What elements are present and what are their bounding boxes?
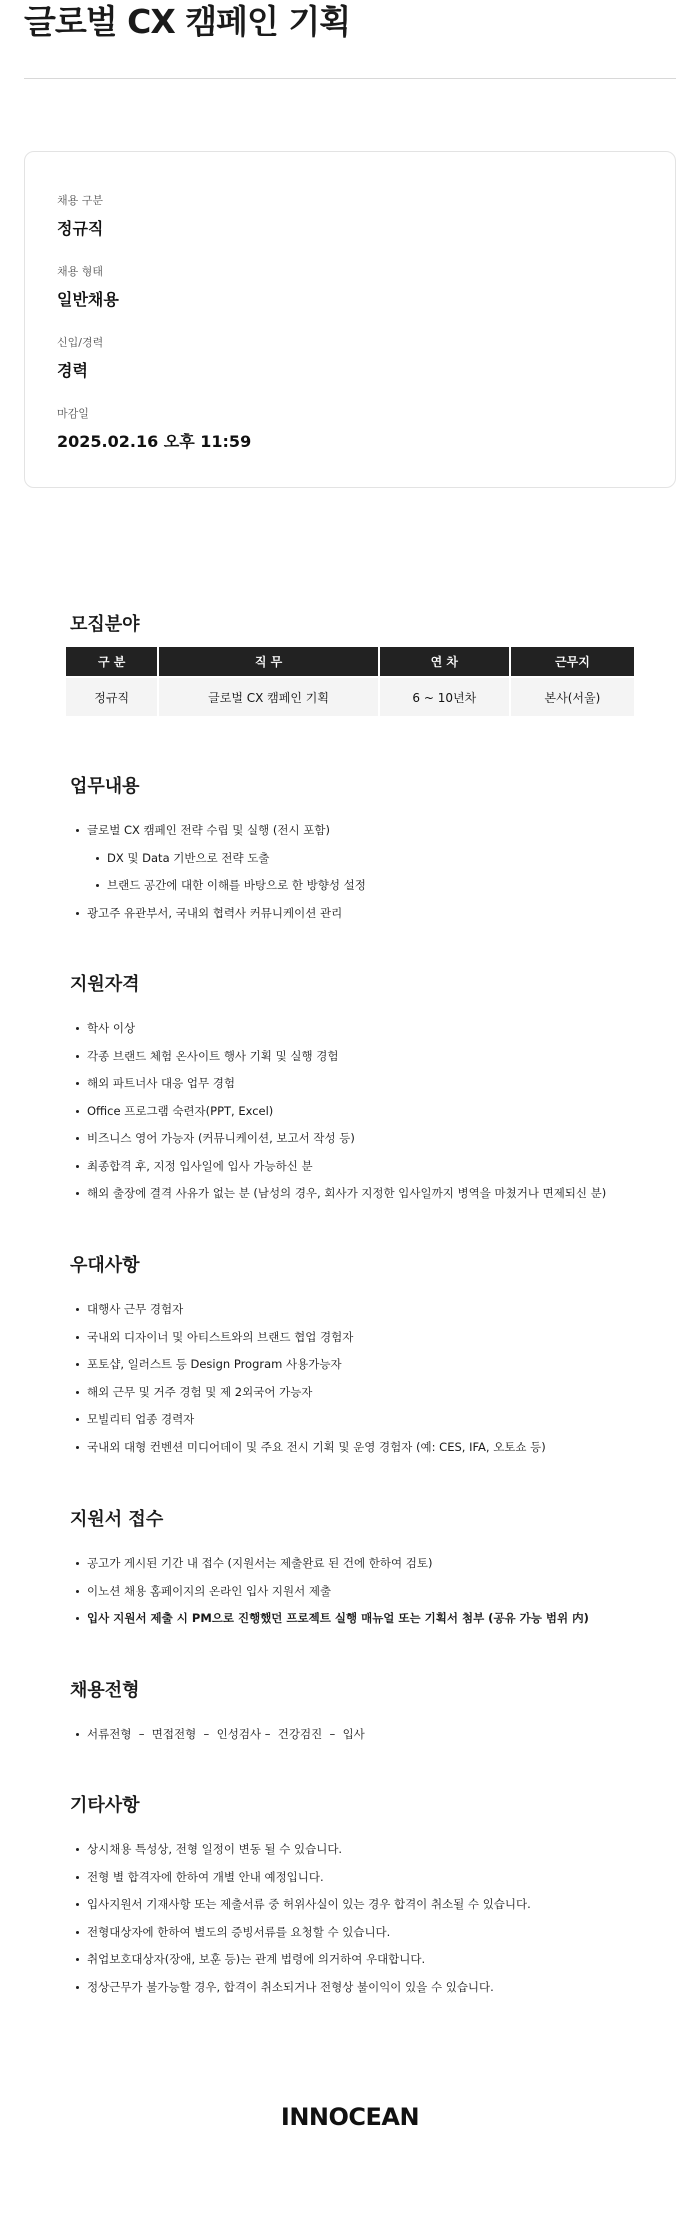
table-cell: 글로벌 CX 캠페인 기획 <box>159 676 377 716</box>
table-row <box>66 676 634 716</box>
section-title-etc: 기타사항 <box>70 1795 140 1816</box>
summary-employment-category <box>57 194 103 239</box>
summary-value: 정규직 <box>57 219 104 238</box>
list-item: 해외 근무 및 거주 경험 및 제 2외국어 가능자 <box>70 1384 546 1400</box>
list-item: 입사지원서 기재사항 또는 제출서류 중 허위사실이 있는 경우 합격이 취소될 수 있습니다. <box>70 1896 531 1912</box>
table-cell: 본사(서울) <box>511 676 634 716</box>
innocean-logo: INNOCEAN <box>280 2103 420 2131</box>
summary-label: 채용 형태 <box>57 265 104 278</box>
recruit-table <box>64 647 636 716</box>
summary-deadline <box>57 407 251 452</box>
summary-label: 채용 구분 <box>57 194 104 207</box>
title-divider <box>24 78 676 79</box>
process-list <box>70 1726 365 1754</box>
list-item: 국내외 대형 컨벤션 미디어데이 및 주요 전시 기획 및 운영 경험자 (예: CES, IFA, 오토쇼 등) <box>70 1439 546 1455</box>
summary-value: 일반채용 <box>57 290 119 309</box>
section-title-preferred: 우대사항 <box>70 1255 140 1276</box>
application-list <box>70 1555 589 1638</box>
list-item: 학사 이상 <box>70 1020 606 1036</box>
list-item: 공고가 게시된 기간 내 접수 (지원서는 제출완료 된 건에 한하여 검토) <box>70 1555 589 1571</box>
table-header-row <box>66 647 634 676</box>
list-item: 각종 브랜드 체험 온사이트 행사 기획 및 실행 경험 <box>70 1048 606 1064</box>
preferred-list <box>70 1301 546 1466</box>
list-item: 상시채용 특성상, 전형 일정이 변동 될 수 있습니다. <box>70 1841 531 1857</box>
list-item: 최종합격 후, 지정 입사일에 입사 가능하신 분 <box>70 1158 606 1174</box>
list-item: 정상근무가 불가능할 경우, 합격이 취소되거나 전형상 불이익이 있을 수 있습니다. <box>70 1979 531 1995</box>
summary-value: 2025.02.16 오후 11:59 <box>57 432 252 451</box>
section-title-process: 채용전형 <box>70 1680 140 1701</box>
list-item: 글로벌 CX 캠페인 전략 수립 및 실행 (전시 포함) <box>70 822 366 838</box>
table-header-cell: 근무지 <box>511 647 634 676</box>
list-item: Office 프로그램 숙련자(PPT, Excel) <box>70 1103 606 1119</box>
section-title-qualifications: 지원자격 <box>70 974 140 995</box>
section-title-recruit: 모집분야 <box>70 614 140 635</box>
list-item: 비즈니스 영어 가능자 (커뮤니케이션, 보고서 작성 등) <box>70 1130 606 1146</box>
summary-value: 경력 <box>57 361 88 380</box>
summary-label: 신입/경력 <box>57 336 104 349</box>
list-item: 국내외 디자이너 및 아티스트와의 브랜드 협업 경험자 <box>70 1329 546 1345</box>
list-item: 서류전형 – 면접전형 – 인성검사 – 건강검진 – 입사 <box>70 1726 365 1742</box>
summary-experience-level <box>57 336 103 381</box>
list-item: 브랜드 공간에 대한 이해를 바탕으로 한 방향성 설정 <box>70 877 366 893</box>
list-item: 전형 별 합격자에 한하여 개별 안내 예정입니다. <box>70 1869 531 1885</box>
etc-list <box>70 1841 531 2006</box>
list-item: 해외 출장에 결격 사유가 없는 분 (남성의 경우, 회사가 지정한 입사일까지 병역을 마쳤거나 면제되신 분) <box>70 1185 606 1201</box>
duties-list <box>70 822 366 932</box>
page-title: 글로벌 CX 캠페인 기획 <box>24 2 351 41</box>
list-item: 광고주 유관부서, 국내외 협력사 커뮤니케이션 관리 <box>70 905 366 921</box>
list-item: 해외 파트너사 대응 업무 경험 <box>70 1075 606 1091</box>
table-header-cell: 연 차 <box>380 647 509 676</box>
table-cell: 6 ~ 10년차 <box>380 676 509 716</box>
table-header-cell: 구 분 <box>66 647 157 676</box>
list-item: 대행사 근무 경험자 <box>70 1301 546 1317</box>
list-item: 취업보호대상자(장애, 보훈 등)는 관계 법령에 의거하여 우대합니다. <box>70 1951 531 1967</box>
summary-employment-type <box>57 265 119 310</box>
list-item: 포토샵, 일러스트 등 Design Program 사용가능자 <box>70 1356 546 1372</box>
job-summary-card <box>24 151 676 488</box>
table-header-cell: 직 무 <box>159 647 377 676</box>
qualifications-list <box>70 1020 606 1213</box>
table-cell: 정규직 <box>66 676 157 716</box>
summary-label: 마감일 <box>57 407 89 420</box>
list-item: 전형대상자에 한하여 별도의 증빙서류를 요청할 수 있습니다. <box>70 1924 531 1940</box>
list-item: 이노션 채용 홈페이지의 온라인 입사 지원서 제출 <box>70 1583 589 1599</box>
list-item: 모빌리티 업종 경력자 <box>70 1411 546 1427</box>
list-item: 입사 지원서 제출 시 PM으로 진행했던 프로젝트 실행 매뉴얼 또는 기획서 첨부 (공유 가능 범위 内) <box>70 1610 589 1626</box>
section-title-application: 지원서 접수 <box>70 1509 164 1530</box>
section-title-duties: 업무내용 <box>70 776 140 797</box>
list-item: DX 및 Data 기반으로 전략 도출 <box>70 850 366 866</box>
